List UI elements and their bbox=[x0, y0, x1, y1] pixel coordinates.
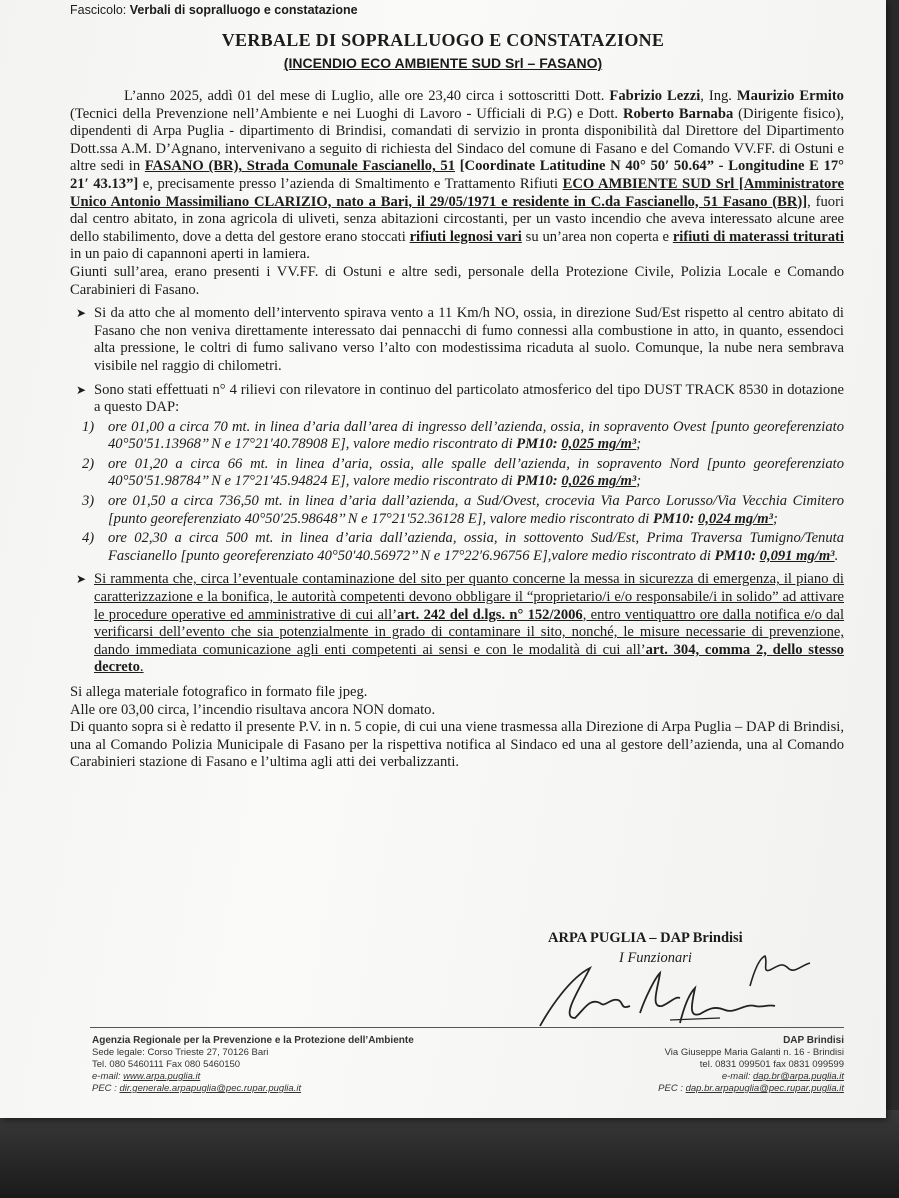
giunti-paragraph: Giunti sull’area, erano presenti i VV.FF. di Ostuni e altre sedi, personale della Protezione Civile, Polizia Locale e Comando Carabinieri di Fasano. bbox=[70, 263, 844, 298]
dap-pec-link[interactable]: dap.br.arpapuglia@pec.rupar.puglia.it bbox=[685, 1083, 844, 1094]
agency-sede: Sede legale: Corso Trieste 27, 70126 Bari bbox=[92, 1047, 269, 1058]
agency-pec-link[interactable]: dir.generale.arpapuglia@pec.rupar.puglia.it bbox=[119, 1083, 302, 1094]
signature-1 bbox=[540, 968, 630, 1026]
measurement-item: 3) ore 01,50 a circa 736,50 mt. in linea d’aria dall’azienda, a Sud/Ovest, crocevia Via Parco Lorusso/Via Vecchia Cimitero [punto georeferenziato 40°50′25.98648’’ N e 17°21′52.36128 E], valore medio riscontrato di PM10: 0,024 mg/m³; bbox=[82, 493, 844, 527]
agency-name: Agenzia Regionale per la Prevenzione e la Protezione dell’Ambiente bbox=[92, 1035, 414, 1046]
footer-dap: DAP Brindisi Via Giuseppe Maria Galanti n. 16 - Brindisi tel. 0831 099501 fax 0831 099599 e-mail: dap.br@arpa.puglia.it PEC : dap.br.arpapuglia@pec.rupar.puglia.it bbox=[658, 1035, 844, 1094]
fascicolo-value: Verbali di sopralluogo e constatazione bbox=[129, 3, 358, 17]
bullet-contamination: ➤ Si rammenta che, circa l’eventuale contaminazione del sito per quanto concerne la messa in sicurezza di emergenza, il piano di caratterizzazione e la bonifica, le autorità competenti devono obbligare il “proprietario/i e/o responsabile/i in solido” ad attivare le procedure operative ed amministrative di cui all’art. 242 del d.lgs. n° 152/2006, entro ventiquattro ore dalla notifica e/o dal verificarsi dell’evento che sia potenzialmente in grado di contaminare il sito, nonché, le misure necessarie di prevenzione, dando immediata comunicazione agli enti competenti ai sensi e con le modalità di cui all’art. 304, comma 2, dello stesso decreto. bbox=[76, 571, 845, 676]
signature-2 bbox=[640, 973, 680, 1013]
dap-email-link[interactable]: dap.br@arpa.puglia.it bbox=[753, 1071, 844, 1082]
fascicolo-header bbox=[70, 3, 358, 17]
footer-divider bbox=[90, 1027, 844, 1028]
signature-3 bbox=[680, 988, 775, 1023]
bullet-wind: ➤ Si da atto che al momento dell’intervento spirava vento a 11 Km/h NO, ossia, in direzione Sud/Est rispetto al centro abitato di Fasano che non veniva direttamente interessato dai pennacchi di fumo connessi alla combustione in atto, in quanto, essendoci alta pressione, le coltri di fumo salivano verso l’alto con modestissima ricaduta al suolo. Comunque, la nube nera sembrava visibile nel raggio di chilometri. bbox=[76, 305, 844, 374]
measurement-item: 4) ore 02,30 a circa 500 mt. in linea d’aria dall’azienda, ossia, in sottovento Sud/Est, Prima Traversa Tumigno/Tenuta Fascianello [punto georeferenziato 40°50′40.56972’’ N e 17°22′6.96756 E],valore medio riscontrato di PM10: 0,091 mg/m³. bbox=[82, 530, 844, 564]
closing-paragraph: Di quanto sopra si è redatto il presente P.V. in n. 5 copie, di cui una viene trasmessa alla Direzione di Arpa Puglia – DAP di Brindisi, una al Comando Polizia Municipale di Fasano per la rispettiva notifica al Sindaco ed una al gestore dell’azienda, una al Comando Carabinieri stazione di Fasano e l’ultima agli atti dei verbalizzanti. bbox=[70, 719, 844, 771]
page-title: VERBALE DI SOPRALLUOGO E CONSTATAZIONE bbox=[221, 30, 665, 50]
status-note: Alle ore 03,00 circa, l’incendio risultava ancora NON domato. bbox=[70, 701, 436, 718]
dap-tel: tel. 0831 099501 fax 0831 099599 bbox=[699, 1059, 844, 1070]
intro-paragraph: L’anno 2025, addì 01 del mese di Luglio, alle ore 23,40 circa i sottoscritti Dott. Fabrizio Lezzi, Ing. Maurizio Ermito (Tecnici della Prevenzione nell’Ambiente e nei Luoghi di Lavoro - Ufficiali di P.G) e Dott. Roberto Barnaba (Dirigente fisico), dipendenti di Arpa Puglia - dipartimento di Brindisi, comandati di servizio in pronta disponibilità dal Direttore del Dipartimento Dott.ssa A.M. D’Agnano, intervenivano a seguito di richiesta del Sindaco del comune di Fasano e del Comando VV.FF. di Ostuni e altre sedi in FASANO (BR), Strada Comunale Fascianello, 51 [Coordinate Latitudine N 40° 50′ 50.64” - Longitudine E 17° 21′ 43.13”] e, precisamente presso l’azienda di Smaltimento e Trattamento Rifiuti ECO AMBIENTE SUD Srl [Amministratore Unico Antonio Massimiliano CLARIZIO, nato a Bari, il 29/05/1971 e residente in C.da Fascianello, 51 Fasano (BR)], fuori dal centro abitato, in zona agricola di uliveti, senza abitazioni circostanti, per un vasto incendio che aveva interessato alcune aree dello stabilimento, dove a detta del gestore erano stoccati rifiuti legnosi vari su un’area non coperta e rifiuti di materassi triturati in un paio di capannoni aperti in lamiera. bbox=[70, 88, 844, 263]
arrow-bullet-icon: ➤ bbox=[76, 572, 87, 587]
page-subtitle: (INCENDIO ECO AMBIENTE SUD Srl – FASANO) bbox=[283, 55, 603, 71]
signature-4 bbox=[750, 956, 810, 986]
agency-tel: Tel. 080 5460111 Fax 080 5460150 bbox=[92, 1059, 241, 1070]
dap-name: DAP Brindisi bbox=[783, 1035, 844, 1046]
attachment-note: Si allega materiale fotografico in formato file jpeg. bbox=[70, 684, 368, 700]
handwritten-signatures bbox=[520, 948, 820, 1038]
footer-agency: Agenzia Regionale per la Prevenzione e la Protezione dell’Ambiente Sede legale: Corso Trieste 27, 70126 Bari Tel. 080 5460111 Fax 080 5460150 e-mail: www.arpa.puglia.it PEC : dir.generale.arpapuglia@pec.rupar.puglia.it bbox=[92, 1035, 414, 1094]
document-body bbox=[70, 88, 844, 772]
signature-organization: ARPA PUGLIA – DAP Brindisi bbox=[548, 930, 743, 946]
agency-website-link[interactable]: www.arpa.puglia.it bbox=[123, 1071, 201, 1082]
signature-role: I Funzionari bbox=[619, 950, 692, 966]
measurement-item: 2) ore 01,20 a circa 66 mt. in linea d’aria, ossia, alle spalle dell’azienda, in sopravento Nord [punto georeferenziato 40°50′51.98784’’ N e 17°21′45.94824 E], valore medio riscontrato di PM10: 0,026 mg/m³; bbox=[82, 455, 844, 490]
arrow-bullet-icon: ➤ bbox=[76, 382, 87, 397]
background-surface bbox=[0, 1110, 899, 1198]
fascicolo-label: Fascicolo: bbox=[70, 3, 127, 17]
arrow-bullet-icon: ➤ bbox=[76, 306, 87, 321]
measurement-item: 1) ore 01,00 a circa 70 mt. in linea d’aria dall’area di ingresso dell’azienda, ossia, in sopravento Ovest [punto georeferenziato 40°50′51.13968’’ N e 17°21′40.78908 E], valore medio riscontrato di PM10: 0,025 mg/m³; bbox=[82, 418, 844, 453]
dap-address: Via Giuseppe Maria Galanti n. 16 - Brindisi bbox=[664, 1047, 844, 1058]
bullet-measurements: ➤ Sono stati effettuati n° 4 rilievi con rilevatore in continuo del particolato atmosferico del tipo DUST TRACK 8530 in dotazione a questo DAP: bbox=[76, 381, 844, 416]
